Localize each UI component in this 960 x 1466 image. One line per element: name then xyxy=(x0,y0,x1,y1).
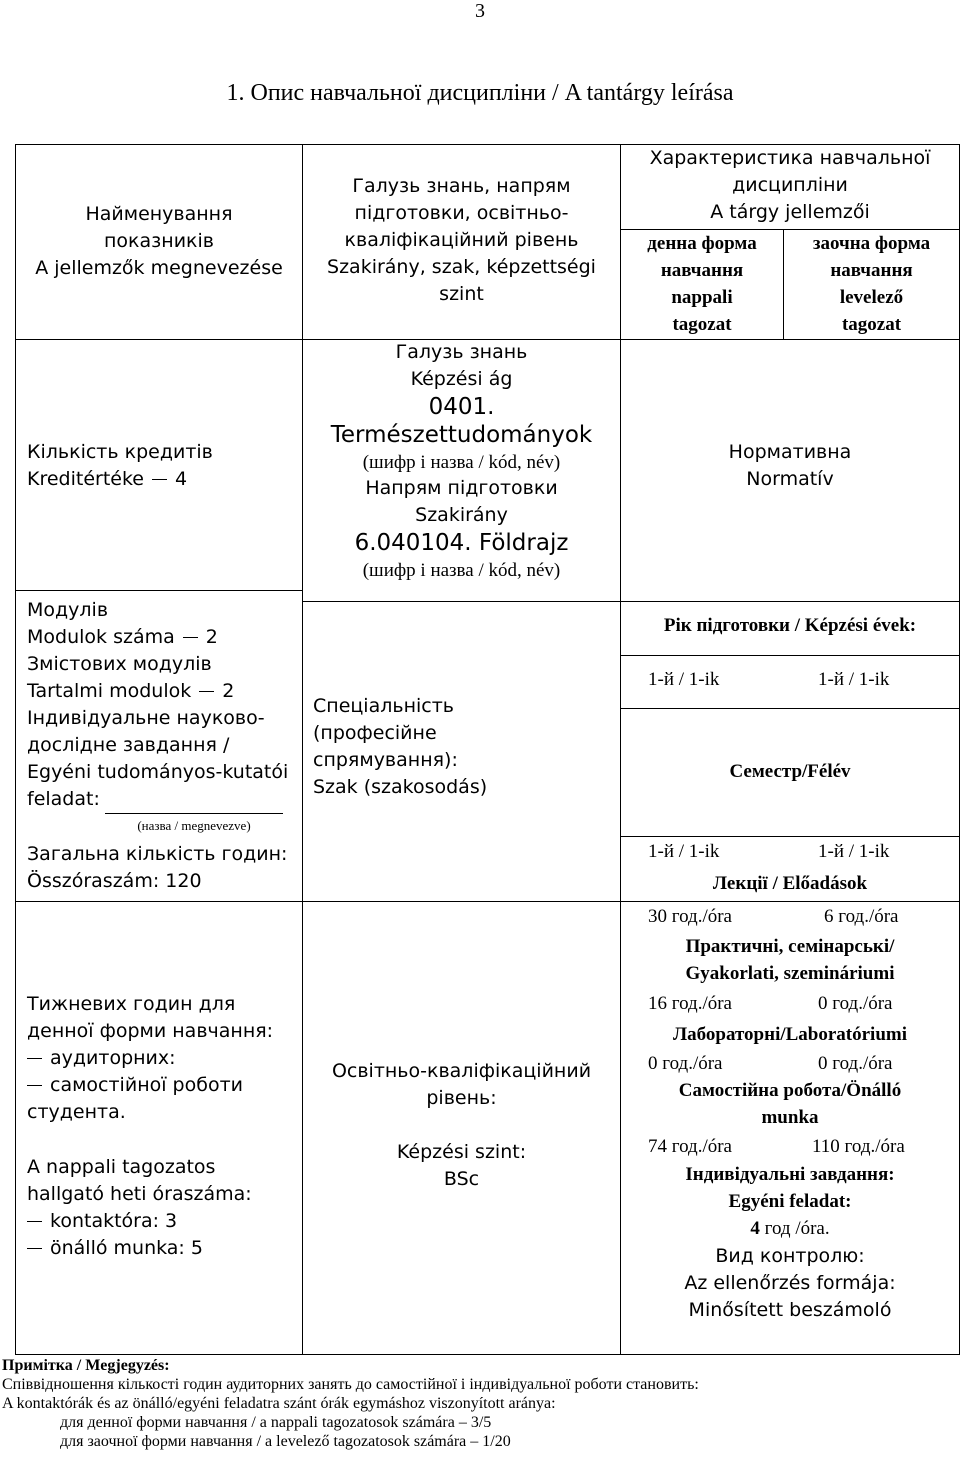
page-number: 3 xyxy=(475,0,485,22)
dash xyxy=(199,691,214,692)
content-modules-label-hu xyxy=(27,678,299,705)
qualification-block xyxy=(303,1058,620,1193)
individual-hours-number: 4 xyxy=(750,1218,760,1239)
field-label-hu: Képzési ág xyxy=(410,368,513,390)
selfwork-header-line: munka xyxy=(761,1107,819,1128)
correspondence-line: заочна форма xyxy=(812,233,931,254)
semester-corr: 1-й / 1-ik xyxy=(818,841,890,862)
research-task-line: Egyéni tudományos-kutatói xyxy=(27,761,289,783)
dash xyxy=(27,1058,42,1059)
col3-rule-6 xyxy=(620,901,959,902)
spacer xyxy=(303,1112,620,1139)
weekly-hu-block xyxy=(27,1154,299,1262)
independent-line xyxy=(27,1072,299,1099)
code-caption: (шифр і назва / kód, név) xyxy=(362,560,561,581)
col1-header-line: показників xyxy=(104,230,214,252)
total-hours-label-hu: Összóraszám: 120 xyxy=(27,870,202,892)
col2-header-line: Галузь знань, напрям xyxy=(352,175,571,197)
name-caption: (назва / megnevezve) xyxy=(137,818,251,833)
direction-code: 6.040104. Földrajz xyxy=(354,530,569,556)
field-code: 0401. xyxy=(428,394,495,420)
correspondence-line: tagozat xyxy=(841,314,902,335)
col2-header-line: кваліфікаційний рівень xyxy=(344,229,579,251)
content-modules-value: 2 xyxy=(222,680,235,702)
individual-header-line: Egyéni feladat: xyxy=(728,1191,852,1212)
correspondence-form-header xyxy=(784,230,959,338)
col1-header-line: A jellemzők megnevezése xyxy=(35,257,283,279)
col3-rule-2 xyxy=(620,601,959,602)
total-hours-label-uk: Загальна кількість годин: xyxy=(27,843,288,865)
qualification-line: Освітньо-кваліфікаційний xyxy=(331,1060,592,1082)
individual-header xyxy=(621,1161,959,1215)
col3-rule-1 xyxy=(620,339,959,340)
note-ratio-correspondence: для заочної форми навчання / a levelező tagozatosok számára – 1/20 xyxy=(60,1433,511,1450)
research-task-line: feladat: xyxy=(27,788,100,810)
specialty-line: спрямування): xyxy=(313,749,458,771)
normative-block xyxy=(621,439,959,493)
weekly-hu-line: hallgató heti óraszáma: xyxy=(27,1183,252,1205)
modules-value: 2 xyxy=(205,626,218,648)
independent-label-2: студента. xyxy=(27,1101,126,1123)
table-bottom-border xyxy=(15,1354,960,1355)
col2-rule-3 xyxy=(302,901,620,902)
weekly-hours-line: денної форми навчання: xyxy=(27,1020,274,1042)
modules-label-hu xyxy=(27,624,299,651)
credits-value: 4 xyxy=(175,468,188,490)
weekly-hours-line: Тижневих годин для xyxy=(27,993,236,1015)
semester-day: 1-й / 1-ik xyxy=(648,841,720,862)
col3-rule-5 xyxy=(620,836,959,837)
normative-hu: Normatív xyxy=(746,468,834,490)
note-label: Примітка / Megjegyzés: xyxy=(2,1357,170,1374)
dash xyxy=(152,479,167,480)
weekly-hu-line: A nappali tagozatos xyxy=(27,1156,216,1178)
col1-rule-2 xyxy=(15,590,303,591)
specialty-line: (професійне xyxy=(313,722,437,744)
selfwork-header-line: Самостійна робота/Önálló xyxy=(678,1080,902,1101)
correspondence-line: levelező xyxy=(839,287,904,308)
col3-header-line: дисципліни xyxy=(732,174,848,196)
col3-rule-3 xyxy=(620,655,959,656)
year-header: Рік підготовки / Képzési évek: xyxy=(663,615,917,636)
daytime-line: nappali xyxy=(671,287,733,308)
weekly-hours-block xyxy=(27,991,299,1126)
credits-label-hu-text: Kreditértéke xyxy=(27,468,144,490)
col2-header-line: Szakirány, szak, képzettségi xyxy=(327,256,596,278)
credits-block xyxy=(27,439,297,493)
auditory-line xyxy=(27,1045,299,1072)
selfwork-corr: 110 год./óra xyxy=(812,1136,905,1157)
selfwork-header xyxy=(621,1077,959,1131)
task-name-blank-line xyxy=(105,813,283,814)
level-value: BSc xyxy=(443,1168,480,1190)
correspondence-line: навчання xyxy=(830,260,913,281)
section-title: 1. Опис навчальної дисципліни / A tantárgy leírása xyxy=(226,80,734,106)
field-name: Természettudományok xyxy=(330,422,593,448)
field-label-uk: Галузь знань xyxy=(395,341,528,363)
research-task-line: дослідне завдання / xyxy=(27,734,230,756)
direction-label-uk: Напрям підготовки xyxy=(365,477,558,499)
individual-hours xyxy=(621,1215,959,1242)
note-line: Співвідношення кількості годин аудиторних занять до самостійної і індивідуальної роботи становить: xyxy=(2,1376,699,1393)
specialty-line: Спеціальність xyxy=(313,695,454,717)
modules-label-uk: Модулів xyxy=(27,599,109,621)
dash xyxy=(27,1085,42,1086)
semester-header: Семестр/Félév xyxy=(729,761,851,782)
control-type-label-uk: Вид контролю: xyxy=(715,1245,865,1267)
level-label: Képzési szint: xyxy=(396,1141,527,1163)
col2-header xyxy=(303,173,620,308)
col3-header-line: Характеристика навчальної xyxy=(649,147,931,169)
col2-header-line: szint xyxy=(439,283,484,305)
control-type-value: Minősített beszámoló xyxy=(688,1299,892,1321)
col1-header-line: Найменування xyxy=(85,203,233,225)
col2-rule-2 xyxy=(302,601,620,602)
lab-day: 0 год./óra xyxy=(648,1053,723,1074)
code-caption: (шифр і назва / kód, név) xyxy=(362,452,561,473)
independent-label: самостійної роботи xyxy=(50,1074,243,1096)
col1-rule-3 xyxy=(15,901,303,902)
control-type-block xyxy=(621,1243,959,1324)
dash xyxy=(27,1221,42,1222)
lab-header: Лабораторні/Laboratóriumi xyxy=(672,1024,908,1045)
selfwork-day: 74 год./óra xyxy=(648,1136,732,1157)
specialty-block xyxy=(313,693,613,801)
col1-rule-1 xyxy=(15,339,303,340)
daytime-form-header xyxy=(621,230,783,338)
lab-corr: 0 год./óra xyxy=(818,1053,893,1074)
table-left-border xyxy=(15,144,16,1355)
individual-hours-unit: год /óra. xyxy=(759,1218,830,1239)
individual-header-line: Індивідуальні завдання: xyxy=(685,1164,895,1185)
lectures-corr: 6 год./óra xyxy=(824,906,899,927)
col3-header-line: A tárgy jellemzői xyxy=(710,201,870,223)
lectures-day: 30 год./óra xyxy=(648,906,732,927)
practical-header-line: Gyakorlati, szemináriumi xyxy=(685,963,895,984)
selfwork-hours: önálló munka: 5 xyxy=(50,1237,203,1259)
content-modules-label-hu-text: Tartalmi modulok xyxy=(27,680,192,702)
practical-corr: 0 год./óra xyxy=(818,993,893,1014)
dash xyxy=(27,1248,42,1249)
note-line: A kontaktórák és az önálló/egyéni feladatra szánt órák egymáshoz viszonyított aránya: xyxy=(2,1395,556,1412)
practical-header xyxy=(621,933,959,987)
col3-header xyxy=(621,145,959,226)
direction-label-hu: Szakirány xyxy=(415,504,508,526)
practical-day: 16 год./óra xyxy=(648,993,732,1014)
contact-line xyxy=(27,1208,299,1235)
col3-rule-4 xyxy=(620,708,959,709)
field-block xyxy=(303,339,620,583)
lectures-header: Лекції / Előadások xyxy=(712,873,868,894)
daytime-line: навчання xyxy=(660,260,744,281)
modules-label-hu-text: Modulok száma xyxy=(27,626,175,648)
qualification-line: рівень: xyxy=(426,1087,497,1109)
content-modules-label-uk: Змістових модулів xyxy=(27,653,212,675)
credits-label-uk: Кількість кредитів xyxy=(27,441,213,463)
control-type-label-hu: Az ellenőrzés formája: xyxy=(684,1272,896,1294)
year-day: 1-й / 1-ik xyxy=(648,669,720,690)
practical-header-line: Практичні, семінарські/ xyxy=(685,936,895,957)
credits-label-hu xyxy=(27,466,297,493)
normative-uk: Нормативна xyxy=(728,441,852,463)
col2-header-line: підготовки, освітньо- xyxy=(354,202,569,224)
year-corr: 1-й / 1-ik xyxy=(818,669,890,690)
dash xyxy=(183,637,198,638)
auditory-label: аудиторних: xyxy=(50,1047,176,1069)
research-task-line: Індивідуальне науково- xyxy=(27,707,265,729)
modules-block xyxy=(27,597,299,813)
note-ratio-daytime: для денної форми навчання / a nappali tagozatosok számára – 3/5 xyxy=(60,1414,492,1431)
total-hours-block xyxy=(27,841,299,895)
daytime-line: tagozat xyxy=(672,314,732,335)
daytime-line: денна форма xyxy=(647,233,757,254)
col1-header xyxy=(16,201,302,282)
contact-hours: kontaktóra: 3 xyxy=(50,1210,178,1232)
selfwork-line xyxy=(27,1235,299,1262)
note-block xyxy=(2,1356,957,1451)
specialty-line: Szak (szakosodás) xyxy=(313,776,488,798)
